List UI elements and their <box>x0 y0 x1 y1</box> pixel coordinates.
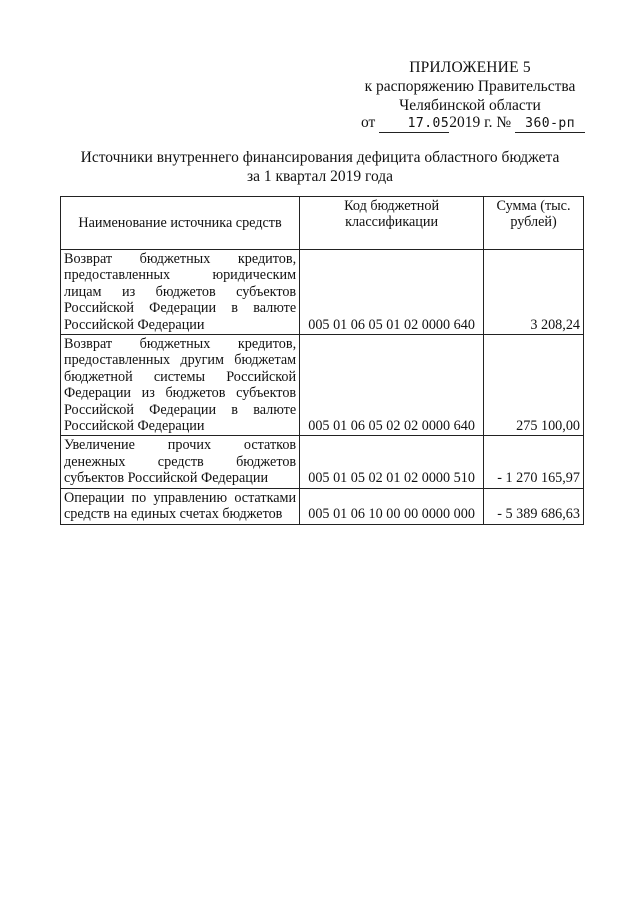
appendix-title: ПРИЛОЖЕНИЕ 5 <box>409 59 531 76</box>
decree-number: 360-рп <box>525 116 576 131</box>
appendix-subtitle-line2: Челябинской области <box>399 97 541 114</box>
row-source-name: Возврат бюджетных кредитов, предоставленных юридическим лицам из бюджетов субъектов Российской Федерации в валюте Российской Федерации <box>61 250 300 335</box>
row-source-name: Операции по управлению остатками средств на единых счетах бюджетов <box>61 488 300 524</box>
row-sum: - 5 389 686,63 <box>484 488 584 524</box>
row-sum: 275 100,00 <box>484 335 584 436</box>
decree-date-line <box>361 114 591 133</box>
header-source-name: Наименование источника средств <box>61 197 300 250</box>
table-row <box>61 250 584 335</box>
table-row <box>61 335 584 436</box>
appendix-subtitle-line1: к распоряжению Правительства <box>364 78 576 95</box>
appendix-header <box>350 58 590 115</box>
table-row <box>61 436 584 488</box>
row-budget-code: 005 01 06 10 00 00 0000 000 <box>300 488 484 524</box>
decree-date: 17.05 <box>407 116 450 131</box>
date-prefix: от <box>361 114 376 131</box>
document-title-line1: Источники внутреннего финансирования дефицита областного бюджета <box>80 149 560 166</box>
document-title-line2: за 1 квартал 2019 года <box>246 168 394 185</box>
row-budget-code: 005 01 06 05 01 02 0000 640 <box>300 250 484 335</box>
row-sum: 3 208,24 <box>484 250 584 335</box>
row-budget-code: 005 01 05 02 01 02 0000 510 <box>300 436 484 488</box>
financing-sources-table <box>60 196 584 525</box>
row-budget-code: 005 01 06 05 02 02 0000 640 <box>300 335 484 436</box>
row-source-name: Возврат бюджетных кредитов, предоставленных другим бюджетам бюджетной системы Российской Федерации из бюджетов субъектов Российской Федерации в валюте Российской Федерации <box>61 335 300 436</box>
row-sum: - 1 270 165,97 <box>484 436 584 488</box>
header-sum: Сумма (тыс. рублей) <box>484 197 584 250</box>
document-title <box>40 148 600 186</box>
decree-year: 2019 г. № <box>449 114 512 131</box>
row-source-name: Увеличение прочих остатков денежных средств бюджетов субъектов Российской Федерации <box>61 436 300 488</box>
table-header-row <box>61 197 584 250</box>
header-budget-code: Код бюджетной классификации <box>300 197 484 250</box>
table-row <box>61 488 584 524</box>
